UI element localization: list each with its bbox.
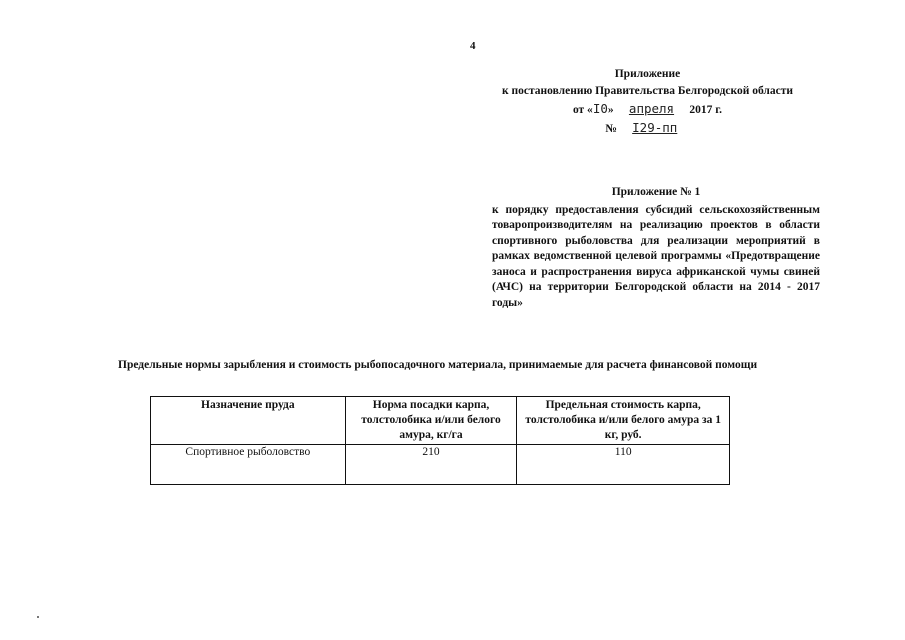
table-row xyxy=(151,445,730,485)
page-number: 4 xyxy=(470,40,476,52)
appendix-1-title: Приложение № 1 xyxy=(611,186,701,198)
table-heading: Предельные нормы зарыбления и стоимость рыбопосадочного материала, принимаемые для расчета финансовой помощи xyxy=(118,359,758,371)
appendix-title: Приложение xyxy=(614,68,681,80)
appendix-1-text: к порядку предоставления субсидий сельскохозяйственным товаропроизводителям на реализацию проектов в области спортивного рыболовства для реализации мероприятий в рамках ведомственной целевой программы «Предотвращение заноса и распространения вируса африканской чумы свиней (АЧС) на территории Белгородской области на 2014 - 2017 годы» xyxy=(492,203,820,309)
cell-max-cost: 110 xyxy=(517,445,730,485)
cell-stocking-norm: 210 xyxy=(345,445,517,485)
date-mid: » xyxy=(607,104,614,116)
appendix-1-block xyxy=(492,185,820,311)
number-value: I29-пп xyxy=(632,120,678,135)
norms-table xyxy=(150,396,730,485)
date-year: 2017 г. xyxy=(689,104,723,116)
cell-pond-purpose: Спортивное рыболовство xyxy=(151,445,346,485)
appendix-date-line xyxy=(480,100,815,119)
appendix-resolution-line: к постановлению Правительства Белгородской области xyxy=(501,85,794,97)
header-stocking-norm: Норма посадки карпа, толстолобика и/или белого амура, кг/га xyxy=(345,397,517,445)
appendix-header xyxy=(480,66,815,138)
table-header-row xyxy=(151,397,730,445)
date-prefix: от « xyxy=(572,104,593,116)
appendix-number-line xyxy=(480,119,815,138)
scan-mark xyxy=(37,616,39,618)
number-prefix: № xyxy=(605,123,617,135)
date-month: апреля xyxy=(628,101,675,116)
header-pond-purpose: Назначение пруда xyxy=(151,397,346,445)
date-day: I0 xyxy=(592,101,608,116)
header-max-cost: Предельная стоимость карпа, толстолобика и/или белого амура за 1 кг, руб. xyxy=(517,397,730,445)
